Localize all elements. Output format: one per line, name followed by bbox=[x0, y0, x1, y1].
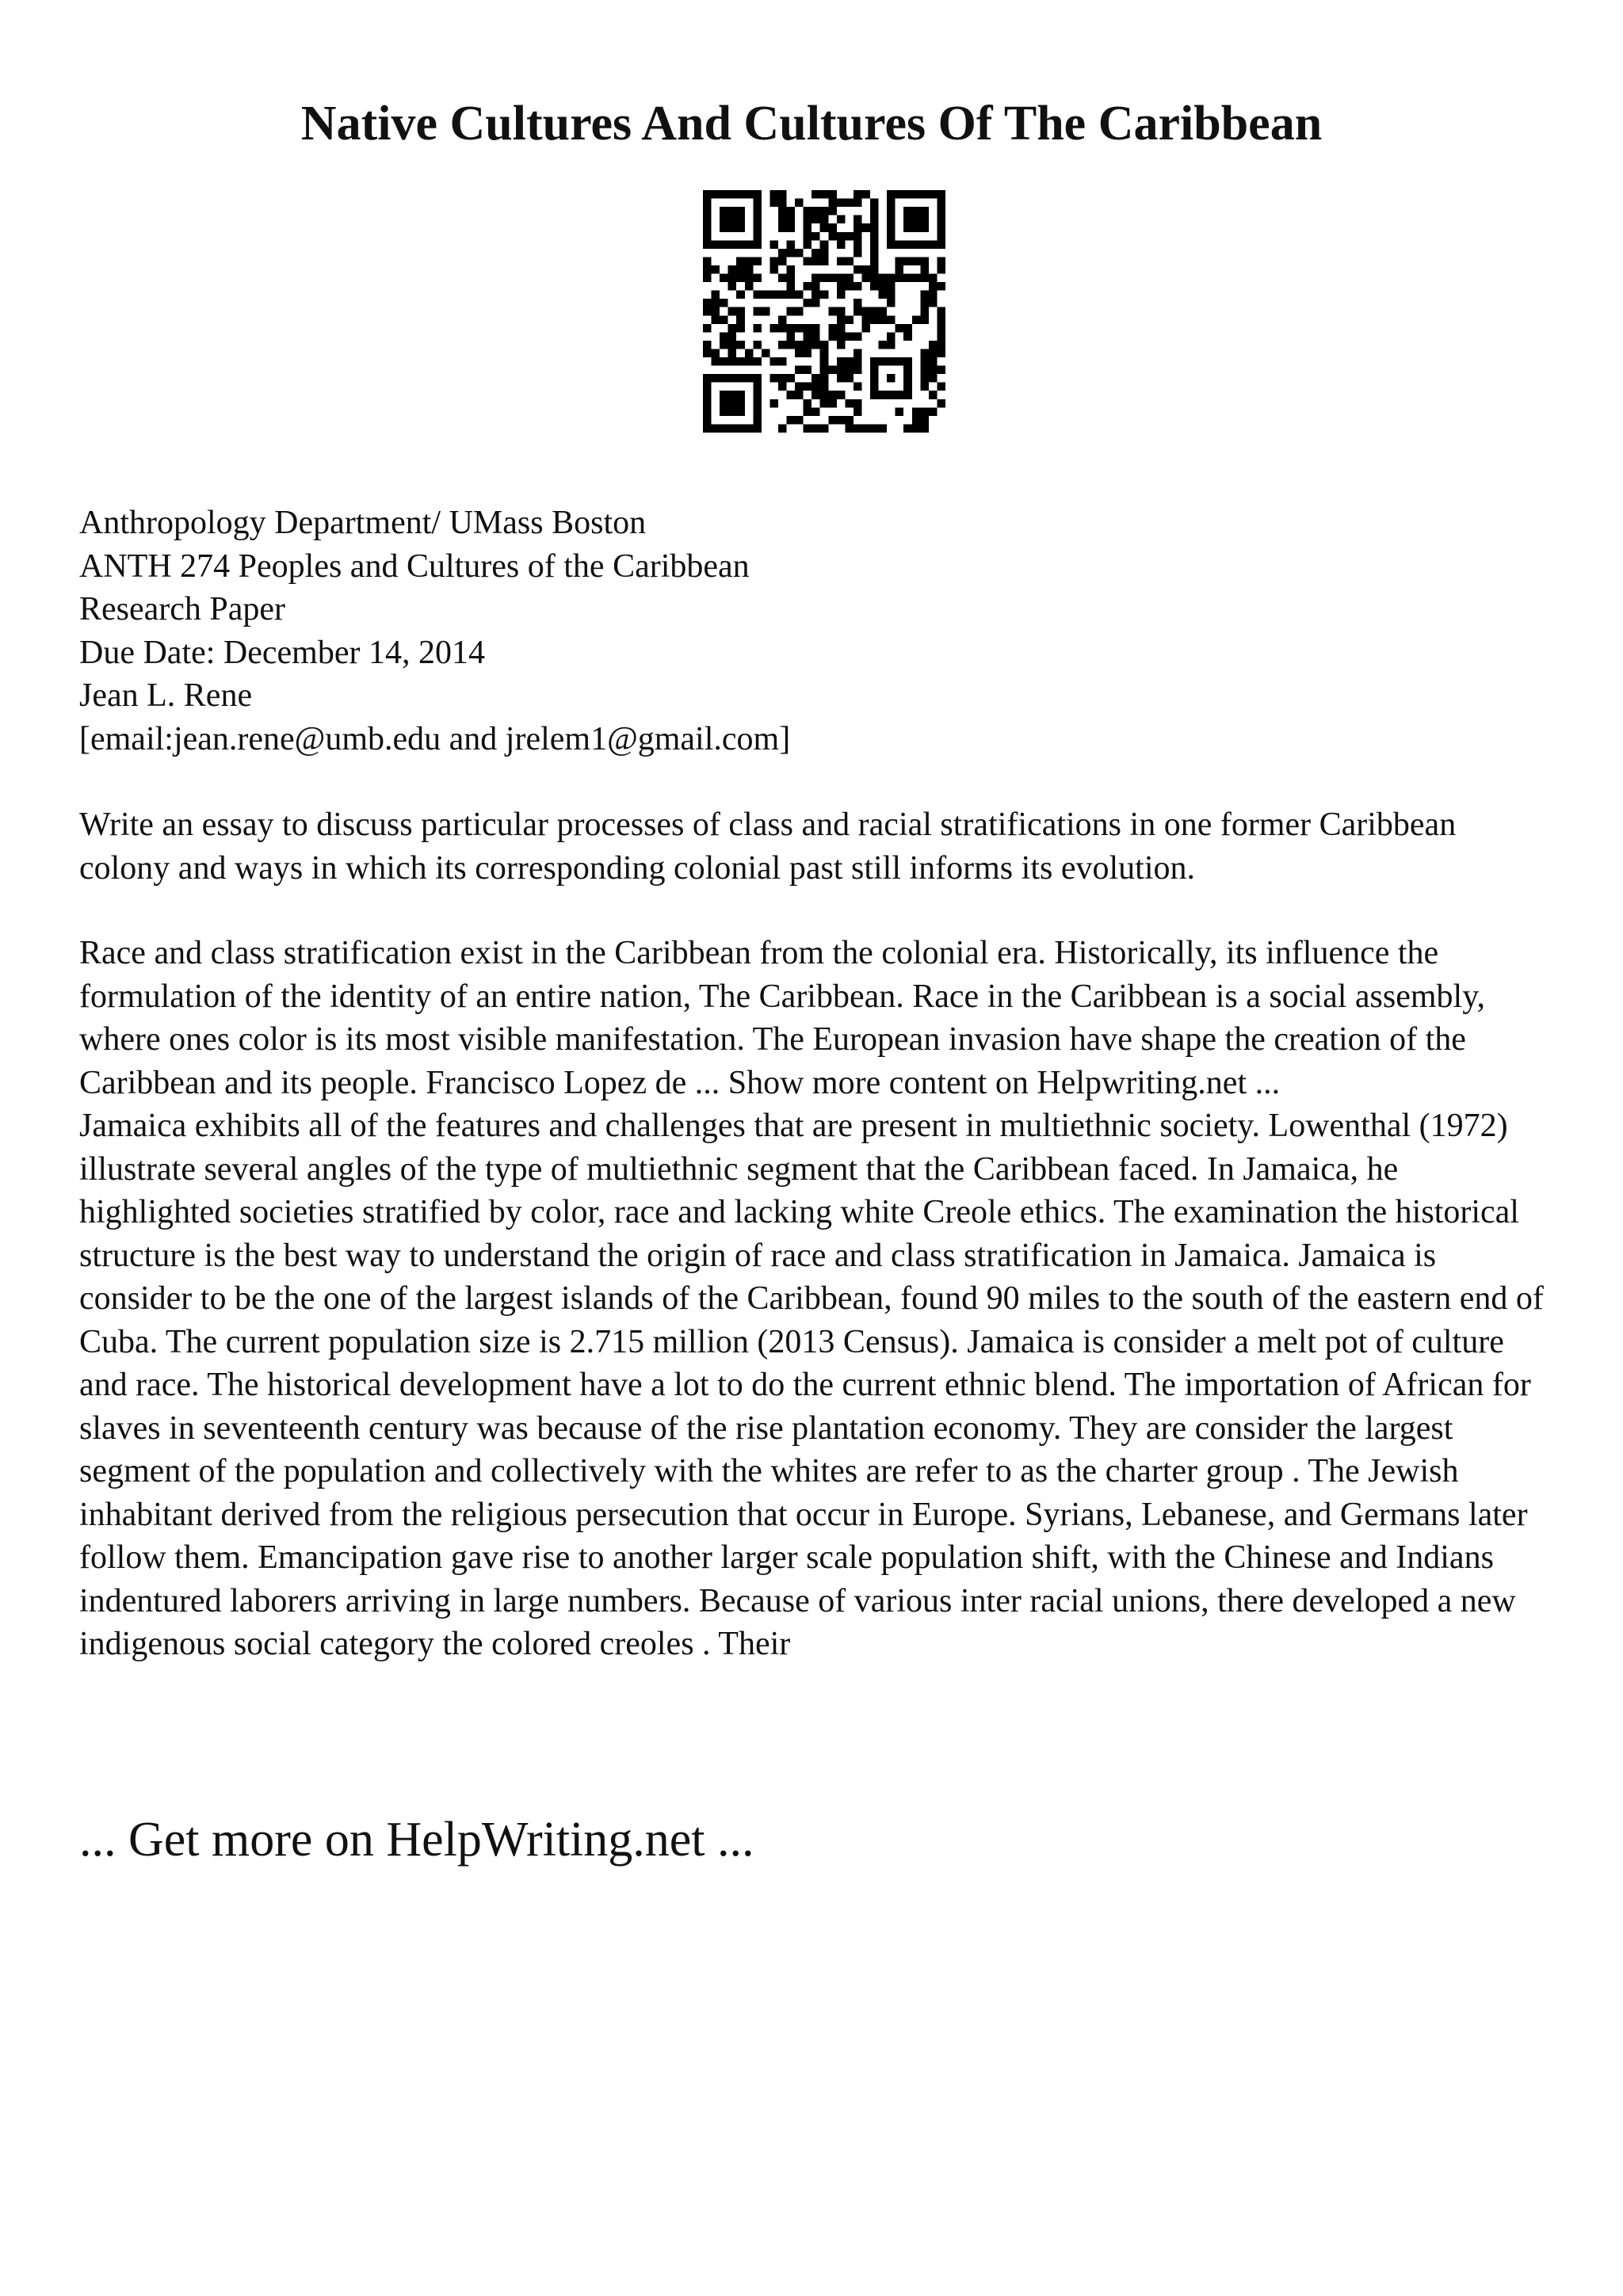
qr-code-icon bbox=[703, 190, 945, 433]
header-line-author: Jean L. Rene bbox=[79, 677, 253, 714]
document-title: Native Cultures And Cultures Of The Caribbean bbox=[300, 97, 1323, 151]
essay-prompt: Write an essay to discuss particular processes of class and racial stratifications in one former Caribbean colony and ways in which its corresponding colonial past still informs its evolution. bbox=[79, 807, 1457, 887]
header-line-course: ANTH 274 Peoples and Cultures of the Caribbean bbox=[79, 547, 750, 585]
header-line-department: Anthropology Department/ UMass Boston bbox=[79, 505, 647, 541]
header-block bbox=[79, 502, 1553, 761]
essay-paragraph-2: Jamaica exhibits all of the features and challenges that are present in multiethnic society. Lowenthal (1972) illustrate several angles of the type of multiethnic segment that the Caribbean faced. In Jamaica, he highlighted societies stratified by color, race and lacking white Creole ethics. The examination the historical structure is the best way to understand the origin of race and class stratification in Jamaica. Jamaica is consider to be the one of the largest islands of the Caribbean, found 90 miles to the south of the eastern end of Cuba. The current population size is 2.715 million (2013 Census). Jamaica is consider a melt pot of culture and race. The historical development have a lot to do the current ethnic blend. The importation of African for slaves in seventeenth century was because of the rise plantation economy. They are consider the largest segment of the population and collectively with the whites are refer to as the charter group . The Jewish inhabitant derived from the religious persecution that occur in Europe. Syrians, Lebanese, and Germans later follow them. Emancipation gave rise to another larger scale population shift, with the Chinese and Indians indentured laborers arriving in large numbers. Because of various inter racial unions, there developed a new indigenous social category the colored creoles . Their bbox=[79, 1108, 1544, 1662]
header-line-email: [email:jean.rene@umb.edu and jrelem1@gmail.com] bbox=[79, 720, 791, 757]
header-line-due-date: Due Date: December 14, 2014 bbox=[79, 634, 485, 671]
header-line-type: Research Paper bbox=[79, 591, 286, 627]
essay-body bbox=[79, 932, 1553, 1666]
essay-paragraph-1: Race and class stratification exist in the Caribbean from the colonial era. Historically, its influence the formulation of the identity of an entire nation, The Caribbean. Race in the Caribbean is a social assembly, where ones color is its most visible manifestation. The European invasion have shape the creation of the Caribbean and its people. Francisco Lopez de ... Show more content on Helpwriting.net ... bbox=[79, 935, 1485, 1101]
get-more-link[interactable]: ... Get more on HelpWriting.net ... bbox=[79, 1813, 754, 1867]
